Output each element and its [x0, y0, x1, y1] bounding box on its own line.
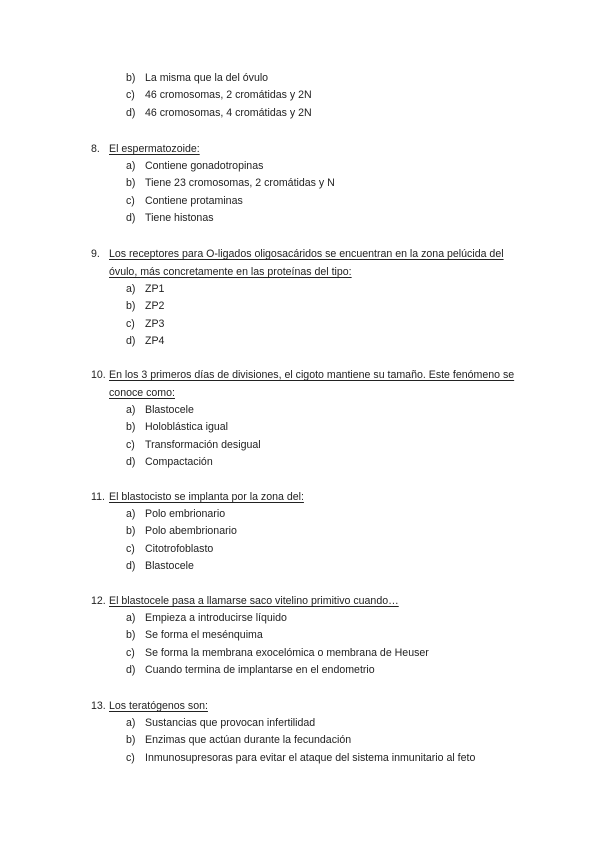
- option-letter: d): [126, 335, 136, 348]
- option-text: Transformación desigual: [145, 438, 261, 451]
- option-item: [0, 645, 600, 662]
- option-letter: c): [126, 89, 135, 102]
- option-text: Empieza a introducirse líquido: [145, 612, 287, 624]
- option-letter: a): [126, 612, 136, 624]
- option-letter: c): [126, 194, 135, 207]
- question-text: El blastocele pasa a llamarse saco vitelino primitivo cuando…: [109, 595, 399, 607]
- continued-question-options: [0, 70, 600, 122]
- option-text: Sustancias que provocan infertilidad: [145, 717, 316, 729]
- option-item: [0, 732, 600, 749]
- option-item: [0, 105, 600, 122]
- option-letter: b): [126, 525, 136, 538]
- question-text: El blastocisto se implanta por la zona del:: [109, 491, 304, 503]
- option-item: [0, 316, 600, 333]
- option-item: [0, 610, 600, 627]
- question-9: [0, 245, 600, 351]
- option-text: Tiene histonas: [145, 212, 214, 225]
- option-item: [0, 558, 600, 575]
- option-text: ZP3: [145, 317, 165, 330]
- option-text: Polo abembrionario: [145, 525, 237, 538]
- option-item: [0, 715, 600, 732]
- question-text: El espermatozoide:: [109, 143, 200, 155]
- option-text: Holoblástica igual: [145, 421, 229, 434]
- option-letter: c): [126, 438, 135, 451]
- question-number: 9.: [91, 248, 100, 260]
- option-text: ZP1: [145, 283, 165, 295]
- question-number: 12.: [91, 595, 106, 607]
- question-header: [0, 697, 600, 715]
- option-item: [0, 627, 600, 644]
- question-header: [0, 140, 600, 158]
- option-text: Se forma la membrana exocelómica o membrana de Heuser: [145, 646, 429, 659]
- option-text: Citotrofoblasto: [145, 542, 214, 555]
- option-letter: a): [126, 717, 136, 729]
- question-number: 10.: [91, 369, 106, 381]
- option-letter: b): [126, 629, 136, 642]
- question-11: [0, 488, 600, 576]
- question-13: [0, 697, 600, 767]
- option-letter: d): [126, 106, 136, 119]
- option-item: [0, 541, 600, 558]
- option-letter: b): [126, 72, 136, 84]
- option-text: Enzimas que actúan durante la fecundación: [145, 734, 352, 747]
- option-item: [0, 437, 600, 454]
- option-item: [0, 523, 600, 540]
- option-text: 46 cromosomas, 4 cromátidas y 2N: [145, 106, 312, 119]
- option-text: Polo embrionario: [145, 508, 226, 520]
- question-text: Los receptores para O-ligados oligosacáridos se encuentran en la zona pelúcida del óvulo, más concretamente en las proteínas del tipo:: [109, 248, 504, 278]
- option-item: [0, 70, 600, 87]
- option-letter: b): [126, 421, 136, 434]
- option-text: Blastocele: [145, 404, 194, 416]
- option-letter: a): [126, 283, 136, 295]
- option-letter: a): [126, 160, 136, 172]
- option-item: [0, 210, 600, 227]
- question-header: [0, 592, 600, 610]
- option-item: [0, 333, 600, 350]
- option-text: Cuando termina de implantarse en el endometrio: [145, 664, 375, 677]
- option-letter: d): [126, 212, 136, 225]
- option-letter: d): [126, 560, 136, 573]
- question-header: [0, 488, 600, 506]
- option-text: Tiene 23 cromosomas, 2 cromátidas y N: [145, 177, 335, 190]
- option-item: [0, 506, 600, 523]
- option-letter: a): [126, 404, 136, 416]
- option-item: [0, 402, 600, 419]
- option-item: [0, 750, 600, 767]
- option-item: [0, 662, 600, 679]
- option-letter: d): [126, 456, 136, 469]
- question-number: 11.: [91, 491, 105, 503]
- option-text: 46 cromosomas, 2 cromátidas y 2N: [145, 89, 312, 102]
- option-item: [0, 158, 600, 175]
- option-letter: c): [126, 542, 135, 555]
- option-text: Se forma el mesénquima: [145, 629, 263, 642]
- option-letter: b): [126, 177, 136, 190]
- option-item: [0, 454, 600, 471]
- question-header: [0, 245, 600, 281]
- option-letter: a): [126, 508, 136, 520]
- option-letter: b): [126, 300, 136, 313]
- option-item: [0, 87, 600, 104]
- option-item: [0, 175, 600, 192]
- option-text: Inmunosupresoras para evitar el ataque del sistema inmunitario al feto: [145, 751, 476, 764]
- option-text: Compactación: [145, 456, 213, 469]
- option-text: La misma que la del óvulo: [145, 72, 269, 84]
- question-12: [0, 592, 600, 680]
- option-text: ZP4: [145, 335, 165, 348]
- option-item: [0, 281, 600, 298]
- question-8: [0, 140, 600, 228]
- option-text: ZP2: [145, 300, 165, 313]
- question-10: [0, 366, 600, 472]
- question-number: 13.: [91, 700, 106, 712]
- option-item: [0, 419, 600, 436]
- question-header: [0, 366, 600, 402]
- question-text: Los teratógenos son:: [109, 700, 208, 712]
- option-item: [0, 298, 600, 315]
- option-text: Contiene gonadotropinas: [145, 160, 264, 172]
- question-number: 8.: [91, 143, 100, 155]
- question-text: En los 3 primeros días de divisiones, el cigoto mantiene su tamaño. Este fenómeno se conoce como:: [109, 369, 515, 399]
- option-text: Blastocele: [145, 560, 194, 573]
- option-text: Contiene protaminas: [145, 194, 243, 207]
- option-letter: d): [126, 664, 136, 677]
- option-letter: c): [126, 646, 135, 659]
- option-letter: b): [126, 734, 136, 747]
- option-letter: c): [126, 751, 135, 764]
- option-letter: c): [126, 317, 135, 330]
- option-item: [0, 193, 600, 210]
